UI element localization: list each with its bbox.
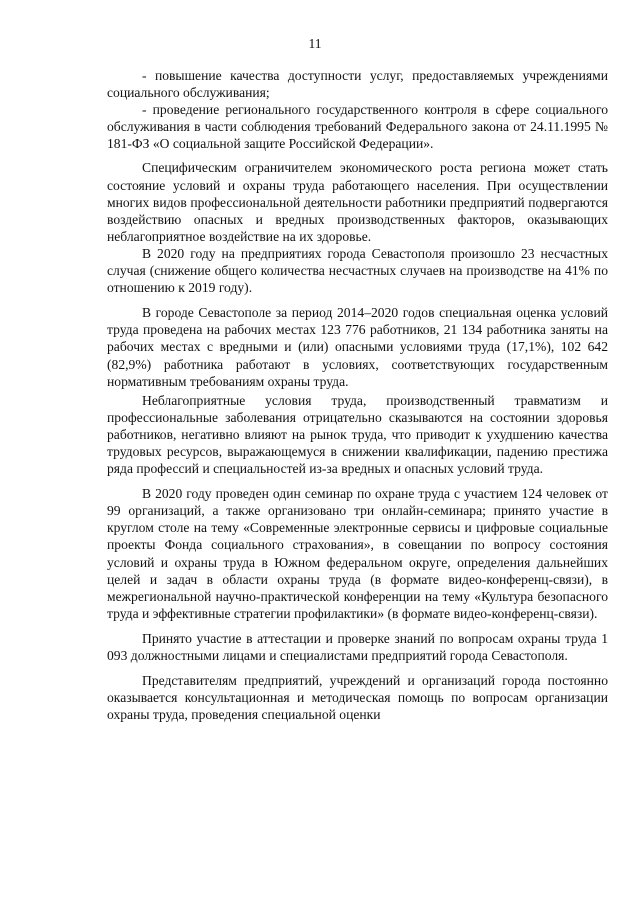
document-body <box>107 67 608 723</box>
paragraph-consulting: Представителям предприятий, учреждений и организаций города постоянно оказывается консультационная и методическая помощь по вопросам организации охраны труда, проведения специальной оценки <box>107 673 608 723</box>
paragraph-labor-conditions: Специфическим ограничителем экономического роста региона может стать состояние условий и охраны труда работающего населения. При осуществлении многих видов профессиональной деятельности работники предприятий подвергаются воздействию опасных и вредных производственных факторов, оказывающих неблагоприятное воздействие на их здоровье. <box>107 160 608 244</box>
paragraph-special-assessment: В городе Севастополе за период 2014–2020 годов специальная оценка условий труда проведена на рабочих местах 123 776 работников, 21 134 работника заняты на рабочих местах с вредными и (или) опасными условиями труда (17,1%), 102 642 (82,9%) работника работают в условиях, соответствующих государственным нормативным требованиям охраны труда. <box>107 305 608 389</box>
paragraph-certification: Принято участие в аттестации и проверке знаний по вопросам охраны труда 1 093 должностными лицами и специалистами предприятий города Севастополя. <box>107 630 608 663</box>
bullet-service-quality: - повышение качества доступности услуг, предоставляемых учреждениями социального обслуживания; <box>107 68 608 101</box>
bullet-state-control: - проведение регионального государственного контроля в сфере социального обслуживания в части соблюдения требований Федерального закона от 24.11.1995 № 181-ФЗ «О социальной защите Российской Федерации». <box>107 102 608 152</box>
paragraph-seminars: В 2020 году проведен один семинар по охране труда с участием 124 человек от 99 организаций, а также организовано три онлайн-семинара; принято участие в круглом столе на тему «Современные электронные сервисы и цифровые социальные проекты Фонда социального страхования», в совещании по вопросу состояния условий и охраны труда в Южном федеральном округе, определения дальнейших целей и задач в области охраны труда (в формате видео-конференц-связи), в межрегиональной научно-практической конференции на тему «Культура безопасного труда и эффективные стратегии профилактики» (в формате видео-конференц-связи). <box>107 486 608 621</box>
page-number: 11 <box>308 36 322 51</box>
paragraph-adverse-conditions: Неблагоприятные условия труда, производственный травматизм и профессиональные заболевания отрицательно сказываются на состоянии здоровья работников, негативно влияют на рынок труда, что приводит к ухудшению качества трудовых ресурсов, выражающемуся в снижении квалификации, падению престижа ряда профессий и специальностей из-за вредных и опасных условий труда. <box>107 392 608 477</box>
paragraph-accidents-2020: В 2020 году на предприятиях города Севастополя произошло 23 несчастных случая (снижение общего количества несчастных случаев на производстве на 41% по отношению к 2019 году). <box>107 245 608 296</box>
